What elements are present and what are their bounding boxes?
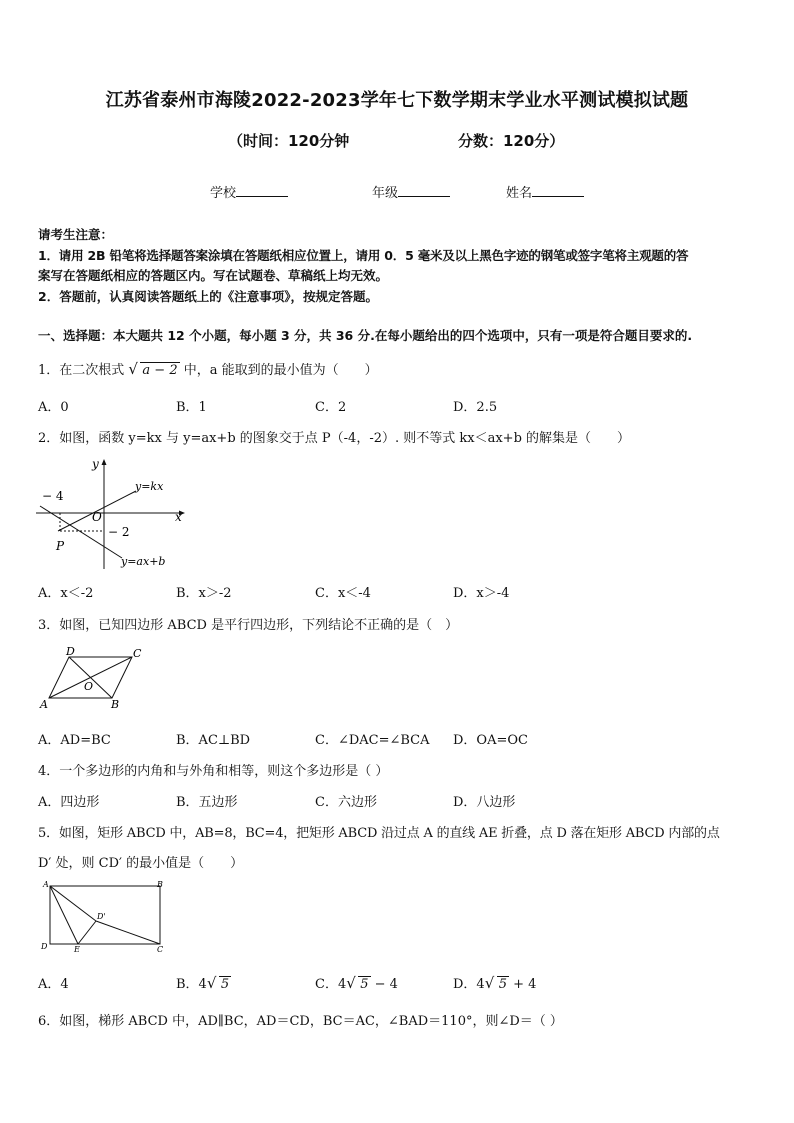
q2-option-d: D．x＞-4 bbox=[453, 586, 510, 601]
ykx-label: y=kx bbox=[135, 480, 164, 493]
q2-graph bbox=[34, 455, 194, 573]
vertex-c: C bbox=[157, 945, 164, 954]
q5-b-radicand: 5 bbox=[220, 977, 230, 992]
vertex-d: D bbox=[66, 645, 75, 658]
q1-option-b: B．1 bbox=[176, 400, 207, 415]
point-e: E bbox=[74, 945, 80, 954]
q1-option-c: C．2 bbox=[315, 400, 347, 415]
q5-option-a: A．4 bbox=[38, 977, 69, 992]
fold-line-ae bbox=[50, 886, 78, 944]
q5-rectangle bbox=[38, 878, 168, 956]
vertex-b: B bbox=[111, 698, 120, 711]
q5-c-radical bbox=[346, 976, 370, 992]
q5-option-b bbox=[176, 973, 231, 992]
q5-c-radicand: 5 bbox=[360, 977, 369, 992]
total-score: 分数：120分） bbox=[458, 132, 565, 150]
question-6: 6．如图，梯形 ABCD 中，AD∥BC，AD＝CD，BC＝AC，∠BAD＝110°，则∠D＝（ ） bbox=[38, 1014, 563, 1029]
grade-blank bbox=[398, 184, 450, 197]
vertex-b: B bbox=[157, 880, 163, 889]
question-2: 2．如图，函数 y=kx 与 y=ax+b 的图象交于点 P（-4，-2）. 则不等式 kx＜ax+b 的解集是（ ） bbox=[38, 431, 631, 446]
q3-option-b: B．AC⊥BD bbox=[176, 733, 251, 748]
q1-stem-pre: 1．在二次根式 bbox=[38, 363, 125, 378]
segment-cd-prime bbox=[96, 921, 160, 944]
y-axis-label: y bbox=[92, 457, 99, 471]
origin-label: O bbox=[92, 510, 102, 524]
segment-ad-prime bbox=[50, 886, 96, 921]
q3-option-d: D．OA=OC bbox=[453, 733, 528, 748]
q4-option-b: B．五边形 bbox=[176, 795, 238, 810]
yaxb-label: y=ax+b bbox=[121, 555, 166, 568]
question-4: 4．一个多边形的内角和与外角和相等，则这个多边形是（ ） bbox=[38, 764, 389, 779]
name-label: 姓名 bbox=[506, 186, 533, 201]
q1-radicand: a − 2 bbox=[142, 363, 178, 378]
notice-heading: 请考生注意： bbox=[38, 227, 114, 242]
q5-d-radicand: 5 bbox=[498, 977, 507, 992]
q4-option-d: D．八边形 bbox=[453, 795, 516, 810]
q5-option-d bbox=[453, 973, 536, 992]
name-blank bbox=[532, 184, 584, 197]
vertex-a: A bbox=[40, 698, 48, 711]
q5-b-coef: B．4 bbox=[176, 977, 207, 992]
point-p-label: P bbox=[56, 539, 65, 553]
q5-option-c bbox=[315, 973, 398, 992]
q2-option-b: B．x＞-2 bbox=[176, 586, 232, 601]
sqrt-sign-icon: √ bbox=[484, 974, 495, 992]
page-title: 江苏省泰州市海陵2022-2023学年七下数学期末学业水平测试模拟试题 bbox=[105, 90, 689, 111]
sqrt-sign-icon: √ bbox=[206, 974, 217, 992]
q5-d-radical bbox=[485, 976, 509, 992]
q3-parallelogram bbox=[38, 644, 158, 712]
tick-neg2: − 2 bbox=[108, 525, 130, 539]
vertex-c: C bbox=[133, 647, 142, 660]
tick-neg4: − 4 bbox=[42, 489, 64, 503]
q2-option-c: C．x＜-4 bbox=[315, 586, 371, 601]
center-o: O bbox=[84, 680, 94, 693]
vertex-a: A bbox=[43, 880, 49, 889]
sqrt-sign-icon: √ bbox=[128, 360, 138, 378]
q4-option-c: C．六边形 bbox=[315, 795, 377, 810]
time-limit: （时间：120分钟 bbox=[228, 132, 350, 150]
q1-radical bbox=[128, 362, 179, 378]
notice-line-1b: 案写在答题纸相应的答题区内。写在试题卷、草稿纸上均无效。 bbox=[38, 268, 389, 283]
school-blank bbox=[236, 184, 288, 197]
notice-line-1a: 1．请用 2B 铅笔将选择题答案涂填在答题纸相应位置上，请用 0．5 毫米及以上黑色字迹的钢笔或签字笔将主观题的答 bbox=[38, 248, 689, 263]
q3-option-a: A．AD=BC bbox=[38, 733, 111, 748]
q5-d-coef: D．4 bbox=[453, 977, 485, 992]
school-label: 学校 bbox=[210, 186, 237, 201]
q5-d-tail: + 4 bbox=[508, 977, 537, 992]
question-5-line-1: 5．如图，矩形 ABCD 中，AB=8，BC=4，把矩形 ABCD 沿过点 A 的直线 AE 折叠，点 D 落在矩形 ABCD 内部的点 bbox=[38, 826, 720, 841]
q1-stem-post: 中，a 能取到的最小值为（ ） bbox=[183, 363, 378, 378]
q4-option-a: A．四边形 bbox=[38, 795, 100, 810]
question-1 bbox=[38, 359, 378, 378]
notice-line-2: 2．答题前，认真阅读答题纸上的《注意事项》，按规定答题。 bbox=[38, 289, 378, 304]
point-d-prime: D' bbox=[97, 912, 106, 921]
grade-field bbox=[372, 182, 450, 201]
q3-option-c: C．∠DAC=∠BCA bbox=[315, 733, 430, 748]
question-3: 3．如图，已知四边形 ABCD 是平行四边形，下列结论不正确的是（ ） bbox=[38, 618, 459, 633]
y-axis-arrow-icon bbox=[102, 459, 107, 465]
segment-ed-prime bbox=[78, 921, 96, 944]
grade-label: 年级 bbox=[372, 186, 399, 201]
q5-c-coef: C．4 bbox=[315, 977, 347, 992]
name-field bbox=[506, 182, 584, 201]
q2-option-a: A．x＜-2 bbox=[38, 586, 94, 601]
x-axis-label: x bbox=[175, 510, 182, 524]
q5-b-radical bbox=[207, 976, 231, 992]
sqrt-sign-icon: √ bbox=[346, 974, 356, 992]
section-heading: 一、选择题：本大题共 12 个小题，每小题 3 分，共 36 分.在每小题给出的四个选项中，只有一项是符合题目要求的. bbox=[38, 328, 693, 343]
question-5-line-2: D′ 处，则 CD′ 的最小值是（ ） bbox=[38, 856, 244, 871]
q1-option-a: A．0 bbox=[38, 400, 69, 415]
school-field bbox=[210, 182, 288, 201]
q1-option-d: D．2.5 bbox=[453, 400, 498, 415]
q5-c-tail: − 4 bbox=[370, 977, 398, 992]
vertex-d: D bbox=[41, 942, 48, 951]
